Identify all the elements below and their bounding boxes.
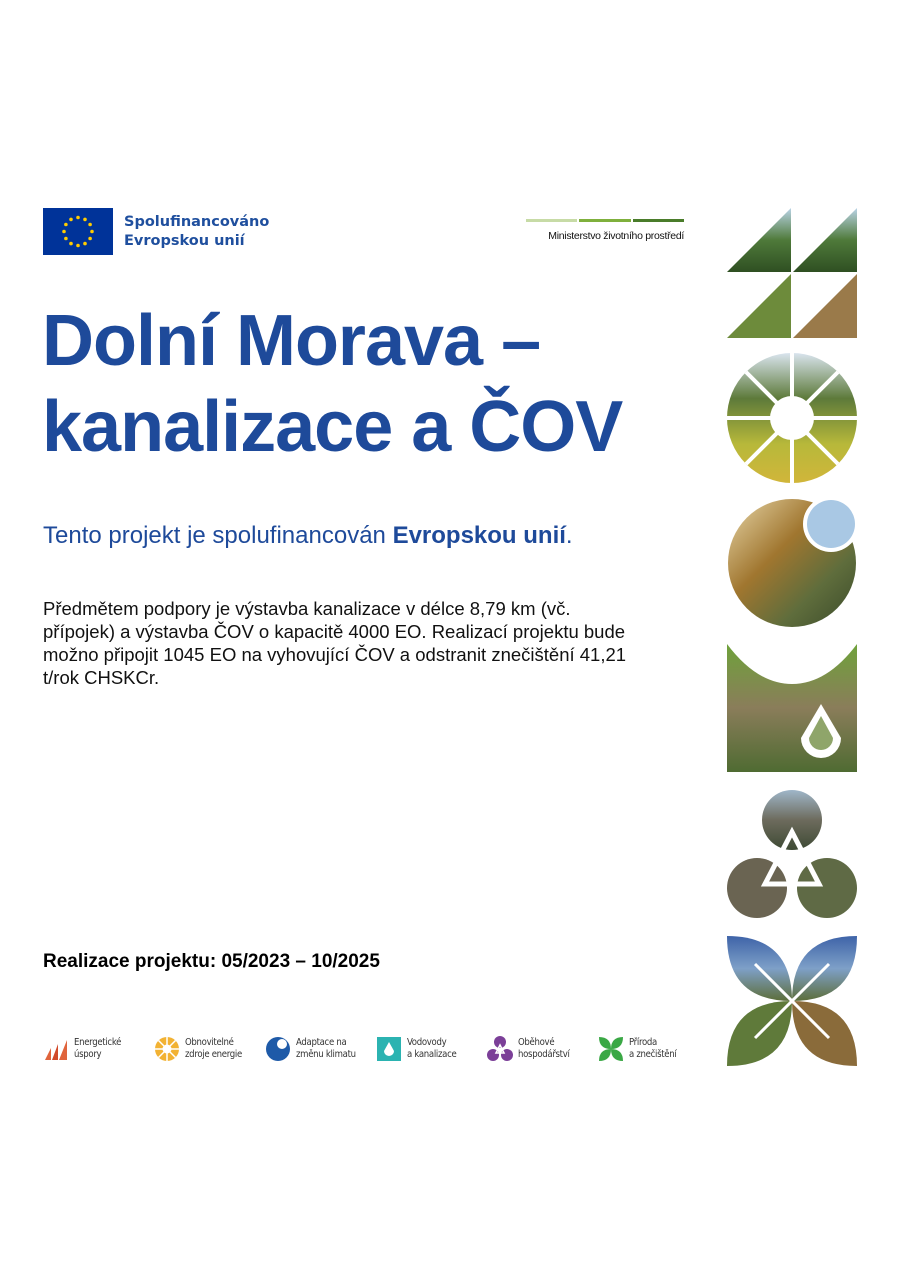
eu-text-line1: Spolufinancováno	[124, 213, 270, 230]
ministry-logo	[526, 219, 684, 242]
ministry-bar	[579, 219, 630, 222]
subtitle-bold: Evropskou unií	[392, 522, 566, 549]
subtitle-text: Tento projekt je spolufinancován	[43, 522, 393, 549]
ministry-bar	[526, 219, 577, 222]
energy-triangles-shape	[727, 208, 857, 338]
category-label: Obnovitelné zdroje energie	[185, 1037, 242, 1060]
eu-logo	[43, 208, 269, 255]
title-line1: Dolní Morava –	[42, 301, 541, 381]
ministry-bar	[633, 219, 684, 222]
eu-text-line2: Evropskou unií	[124, 232, 245, 249]
title-line2: kanalizace a ČOV	[42, 387, 623, 467]
eu-flag-icon	[43, 208, 113, 255]
ministry-bars	[526, 219, 684, 222]
subtitle	[43, 522, 573, 550]
circular-icon	[487, 1036, 513, 1062]
project-description: Předmětem podpory je výstavba kanalizace v délce 8,79 km (vč. přípojek) a výstavba ČOV o kapacitě 4000 EO. Realizací projektu bude možno připojit 1045 EO na vyhovující ČOV a odstranit znečištění 41,21 t/rok CHSKCr.	[43, 598, 627, 688]
ministry-name: Ministerstvo životního prostředí	[548, 230, 684, 242]
category-label: Příroda a znečištění	[629, 1037, 677, 1060]
category-water	[376, 1036, 487, 1062]
nature-leaves-shape	[727, 936, 857, 1066]
circular-economy-shape	[727, 790, 857, 918]
category-legend	[43, 1036, 709, 1062]
category-label: Energetické úspory	[74, 1037, 122, 1060]
category-label: Vodovody a kanalizace	[407, 1037, 457, 1060]
subtitle-end: .	[565, 522, 573, 549]
category-energy	[43, 1036, 154, 1062]
category-circular	[487, 1036, 598, 1062]
realization-period: Realizace projektu: 05/2023 – 10/2025	[43, 951, 380, 972]
category-renewable	[154, 1036, 265, 1062]
category-nature	[598, 1036, 709, 1062]
renewable-icon	[154, 1036, 180, 1062]
climate-circle-shape	[728, 496, 857, 627]
category-label: Adaptace na změnu klimatu	[296, 1037, 356, 1060]
eu-logo-text	[124, 213, 269, 251]
energy-icon	[43, 1036, 69, 1062]
page-title	[42, 298, 622, 470]
nature-icon	[598, 1036, 624, 1062]
water-shape	[727, 644, 857, 772]
water-icon	[376, 1036, 402, 1062]
decorative-photo-column	[727, 208, 857, 1066]
category-label: Oběhové hospodářství	[518, 1037, 570, 1060]
category-climate	[265, 1036, 376, 1062]
renewable-circle-shape	[727, 353, 857, 483]
climate-icon	[265, 1036, 291, 1062]
